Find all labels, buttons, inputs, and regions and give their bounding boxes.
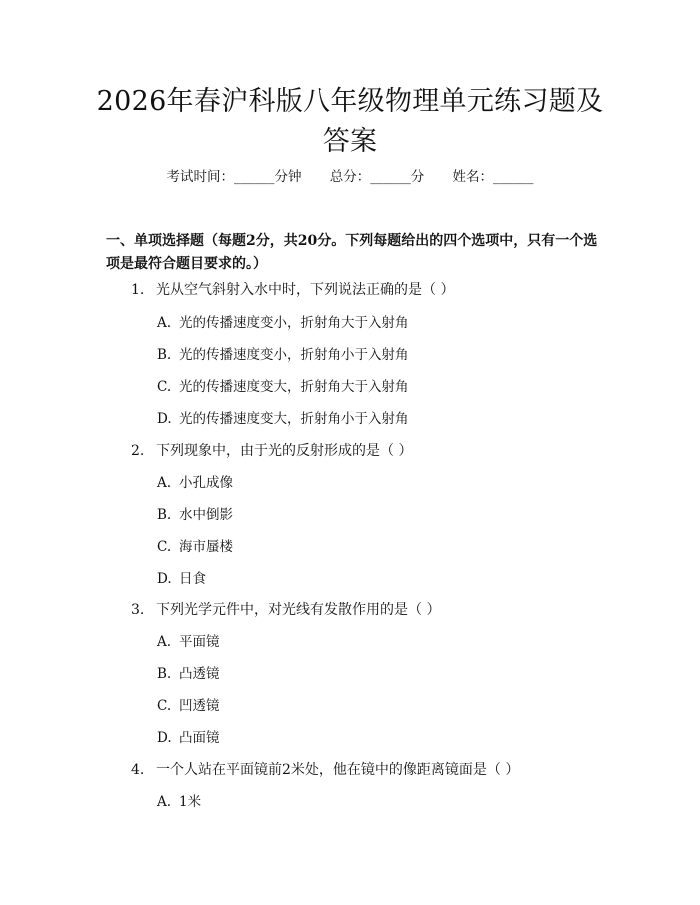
- option-letter: A.: [157, 475, 172, 491]
- answer-option: [157, 377, 409, 397]
- answer-option: [157, 632, 220, 652]
- option-text: 光的传播速度变小，折射角大于入射角: [179, 315, 409, 331]
- document-title: 2026年春沪科版八年级物理单元练习题及答案: [96, 86, 604, 157]
- question-number: 4.: [131, 762, 145, 778]
- answer-option: [157, 409, 409, 429]
- option-letter: D.: [157, 411, 172, 427]
- option-text: 水中倒影: [179, 507, 233, 523]
- answer-option: [157, 345, 409, 365]
- option-letter: C.: [157, 698, 172, 714]
- answer-option: [157, 664, 220, 684]
- question-stem: [131, 441, 412, 461]
- answer-option: [157, 792, 201, 812]
- option-letter: B.: [157, 666, 172, 682]
- answer-option: [157, 313, 409, 333]
- option-text: 光的传播速度变大，折射角大于入射角: [179, 379, 409, 395]
- answer-option: [157, 537, 233, 557]
- question-number: 1.: [131, 282, 145, 298]
- option-text: 日食: [179, 571, 206, 587]
- option-text: 平面镜: [179, 634, 220, 650]
- question-number: 3.: [131, 602, 145, 618]
- option-letter: D.: [157, 571, 172, 587]
- question-stem: [131, 760, 519, 780]
- option-text: 光的传播速度变小，折射角小于入射角: [179, 347, 409, 363]
- option-letter: A.: [157, 634, 172, 650]
- option-text: 海市蜃楼: [179, 539, 233, 555]
- option-text: 1米: [179, 794, 202, 810]
- answer-option: [157, 505, 233, 525]
- option-text: 小孔成像: [179, 475, 233, 491]
- total-score-field: 总分：______分: [329, 169, 425, 185]
- question-stem: [131, 280, 454, 300]
- option-letter: B.: [157, 507, 172, 523]
- question-text: 光从空气斜射入水中时，下列说法正确的是（ ）: [156, 282, 455, 298]
- option-text: 光的传播速度变大，折射角小于入射角: [179, 411, 409, 427]
- question-text: 一个人站在平面镜前2米处，他在镜中的像距离镜面是（ ）: [156, 762, 520, 778]
- exam-meta-line: [0, 166, 700, 188]
- option-letter: C.: [157, 539, 172, 555]
- question-number: 2.: [131, 443, 145, 459]
- option-letter: A.: [157, 794, 172, 810]
- question-text: 下列光学元件中，对光线有发散作用的是（ ）: [156, 602, 441, 618]
- answer-option: [157, 728, 220, 748]
- question-stem: [131, 600, 440, 620]
- option-text: 凸面镜: [179, 730, 220, 746]
- exam-time-field: 考试时间：______分钟: [166, 169, 302, 185]
- student-name-field: 姓名：______: [452, 169, 534, 185]
- option-letter: C.: [157, 379, 172, 395]
- option-letter: B.: [157, 347, 172, 363]
- section-heading: 一、单项选择题（每题2分，共20分。下列每题给出的四个选项中，只有一个选项是最符合题目要求的。）: [106, 233, 598, 272]
- answer-option: [157, 569, 206, 589]
- answer-option: [157, 696, 220, 716]
- option-text: 凹透镜: [179, 698, 220, 714]
- option-letter: D.: [157, 730, 172, 746]
- answer-option: [157, 473, 233, 493]
- option-text: 凸透镜: [179, 666, 220, 682]
- option-letter: A.: [157, 315, 172, 331]
- question-text: 下列现象中，由于光的反射形成的是（ ）: [156, 443, 413, 459]
